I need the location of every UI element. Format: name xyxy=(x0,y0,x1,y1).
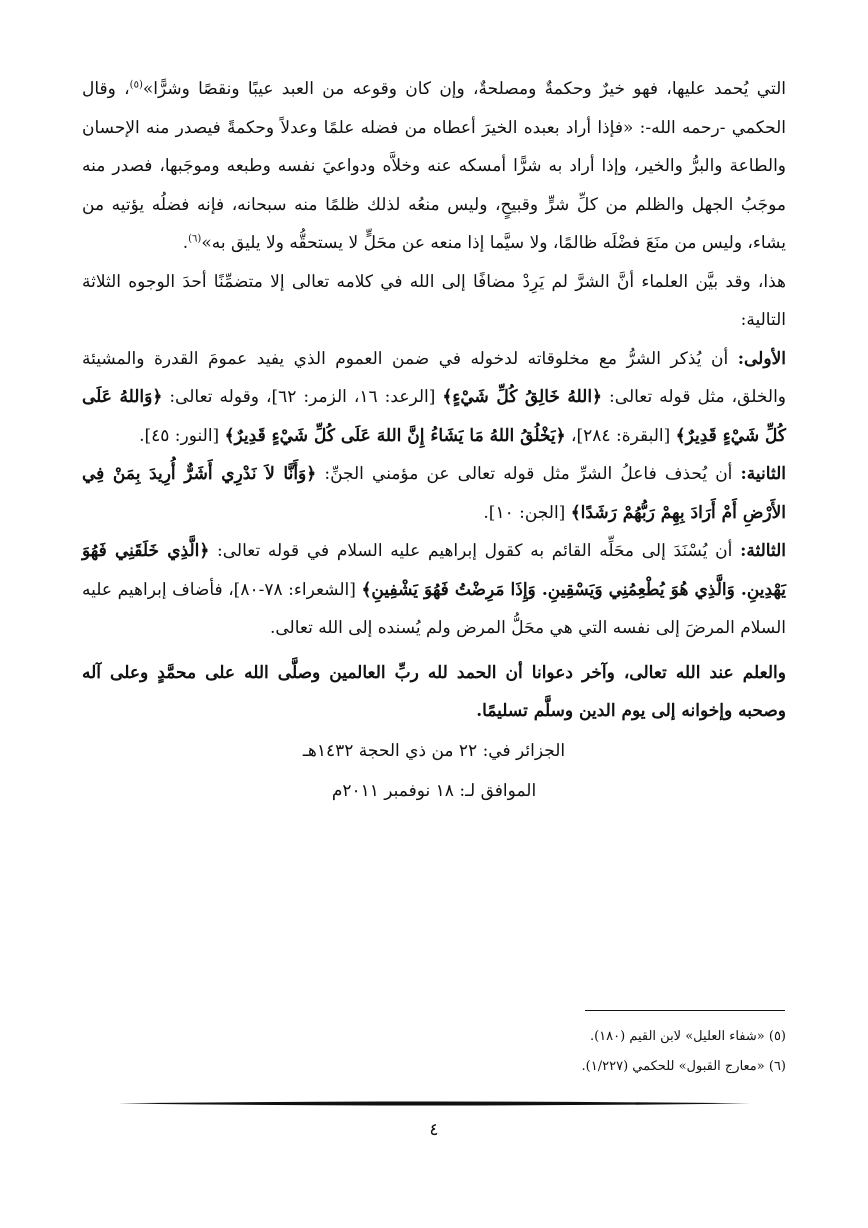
gregorian-date: الموافق لـ: ١٨ نوفمبر ٢٠١١م xyxy=(331,780,537,801)
verse-reference: [النور: ٤٥]. xyxy=(139,425,225,446)
footnote-6: (٦) «معارج القبول» للحكمي (١/٢٢٧). xyxy=(581,1059,786,1074)
paragraph-text: أن يُسْنَدَ إلى محَلِّه القائم به كقول إبراهيم عليه السلام في قوله تعالى: xyxy=(209,541,741,561)
aspect-heading: الأولى: xyxy=(737,348,786,369)
footnote-5: (٥) «شفاء العليل» لابن القيم (١٨٠). xyxy=(589,1029,786,1044)
closing-paragraph: والعلم عند الله تعالى، وآخر دعوانا أن الحمد لله ربِّ العالمين وصلَّى الله على محمَّدٍ وعلى آله وصحبه وإخوانه إلى يوم الدين وسلَّم تسليمًا. xyxy=(82,662,786,721)
quran-verse: ﴿الَّذِي خَلَقَنِي فَهُوَ يَهْدِينِ. وَالَّذِي هُوَ يُطْعِمُنِي وَيَسْقِينِ. وَإِذَا مَرِضْتُ فَهُوَ يَشْفِينِ﴾ xyxy=(82,541,786,600)
paragraph-three-aspects: هذا، وقد بيَّن العلماء أنَّ الشرَّ لم يَرِدْ مضافًا إلى الله في كلامه تعالى إلا متضمِّنًا أحدَ الوجوه الثلاثة التالية: xyxy=(82,271,786,330)
page-footer-rule xyxy=(118,1101,750,1106)
page-number: ٤ xyxy=(429,1120,439,1140)
paragraph-second-aspect xyxy=(82,455,786,532)
main-text xyxy=(82,70,786,811)
aspect-heading: الثانية: xyxy=(740,464,786,484)
paragraph-text: أن يُحذف فاعلُ الشرِّ مثل قوله تعالى عن مؤمني الجنِّ: xyxy=(316,464,741,484)
paragraph-text: ، وقال الحكمي -رحمه الله-: «فإذا أراد بعبده الخيرَ أعطاه من فضله علمًا وعدلاً وحكمةً فيصدر منه الإحسان والطاعة والبرُّ والخير، وإذا أراد به شرًّا أمسكه عنه وخلاَّه ودواعيَ نفسه وطبعه وموجَبها، فصدر منه موجَبُ الجهل والظلم من كلِّ شرٍّ وقبيحٍ، وليس منعُه لذلك ظلمًا منه سبحانه، فإنه فضلُه يؤتيه من يشاء، وليس من منَعَ فضْلَه ظالمًا، ولا سيَّما إذا منعه عن محَلٍّ لا يستحقُّه ولا يليق به» xyxy=(82,79,786,253)
verse-reference: [الرعد: ١٦، الزمر: ٦٢]، وقوله تعالى: xyxy=(162,387,443,407)
footnote-ref-5[interactable]: (٥) xyxy=(129,79,143,91)
footnotes xyxy=(82,1022,786,1082)
aspect-heading: الثالثة: xyxy=(740,541,786,561)
quran-verse: ﴿يَخْلُقُ اللهُ مَا يَشَاءُ إِنَّ اللهَ عَلَى كُلِّ شَيْءٍ قَدِيرٌ﴾ xyxy=(224,425,566,446)
paragraph-hakami-quote xyxy=(82,70,786,263)
place-hijri-date: الجزائر في: ٢٢ من ذي الحجة ١٤٣٢هـ xyxy=(302,740,566,761)
quran-verse: ﴿اللهُ خَالِقُ كُلِّ شَيْءٍ﴾ xyxy=(442,387,603,407)
verse-reference: [البقرة: ٢٨٤]، xyxy=(565,425,676,446)
paragraph-first-aspect xyxy=(82,340,786,456)
paragraph-text: أن يُذكر الشرُّ مع مخلوقاته لدخوله في ضمن العموم الذي يفيد عمومَ القدرة والمشيئة والخلق، مثل قوله تعالى: xyxy=(82,348,786,407)
paragraph-text: [الشعراء: ٧٨-٨٠]، فأضاف إبراهيم عليه السلام المرضَ إلى نفسه التي هي محَلُّ المرض ولم يُسنده إلى الله تعالى. xyxy=(82,579,786,638)
footnote-separator xyxy=(585,1010,785,1011)
quran-verse: ﴿وَاللهُ عَلَى كُلِّ شَيْءٍ قَدِيرٌ﴾ xyxy=(82,387,786,446)
paragraph-text: . xyxy=(182,233,189,253)
paragraph-text: التي يُحمد عليها، فهو خيرٌ وحكمةٌ ومصلحةٌ، وإن كان وقوعه من العبد عيبًا ونقصًا وشرًّا» xyxy=(142,79,787,99)
paragraph-third-aspect xyxy=(82,532,786,648)
quran-verse: ﴿وَأَنَّا لاَ نَدْرِي أَشَرٌّ أُرِيدَ بِمَنْ فِي الأَرْضِ أَمْ أَرَادَ بِهِمْ رَبُّهُمْ رَشَدًا﴾ xyxy=(82,464,786,523)
verse-reference: [الجن: ١٠]. xyxy=(483,502,571,523)
footnote-ref-6[interactable]: (٦) xyxy=(188,233,202,245)
